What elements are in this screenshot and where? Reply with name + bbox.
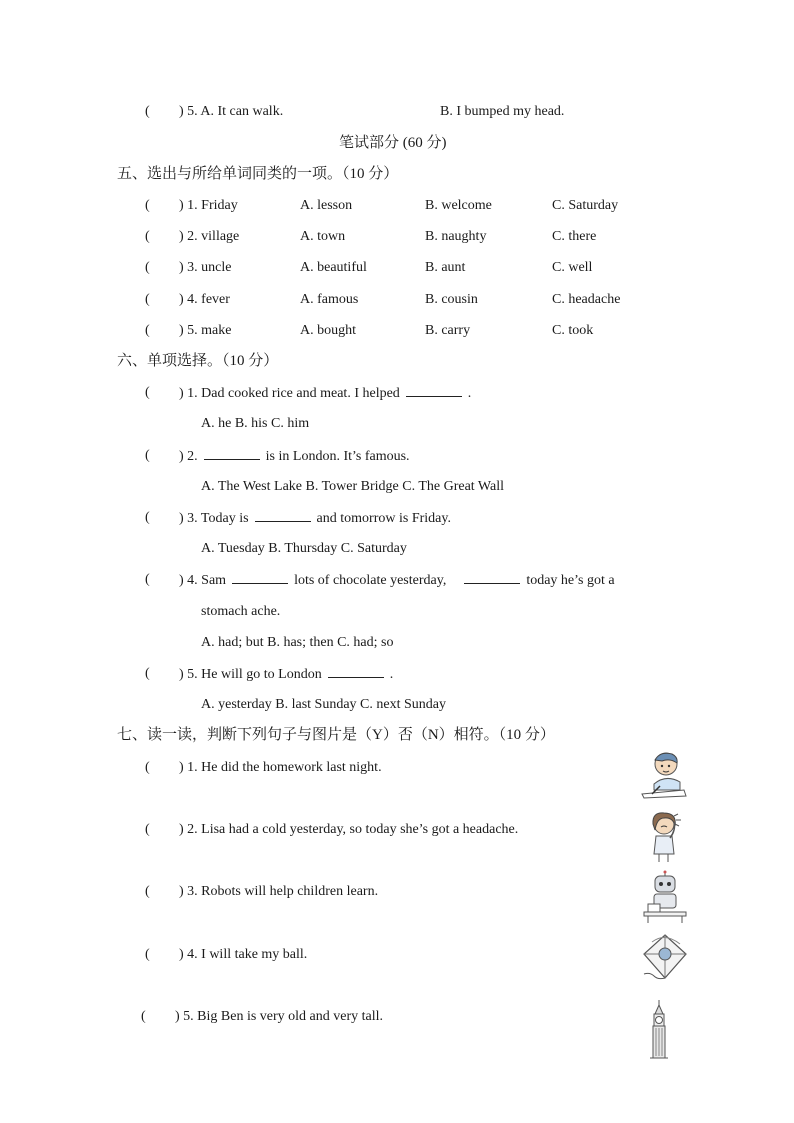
- paren-open: (: [145, 510, 150, 525]
- fill-blank[interactable]: [406, 384, 462, 397]
- section5-heading: 五、选出与所给单词同类的一项。（10 分）: [117, 166, 399, 182]
- option-b: B. aunt: [425, 260, 466, 275]
- question-continuation: stomach ache.: [201, 604, 281, 619]
- section7-heading: 七、读一读，判断下列句子与图片是（Y）否（N）相符。（10 分）: [117, 727, 555, 743]
- girl-with-headache-icon: [646, 810, 690, 864]
- fill-blank[interactable]: [232, 571, 288, 584]
- question-text: [179, 665, 393, 684]
- paren-open: (: [145, 260, 150, 275]
- question-text: ) 3. Robots will help children learn.: [179, 884, 379, 899]
- fill-blank[interactable]: [204, 447, 260, 460]
- question-text: ) 5. Big Ben is very old and very tall.: [175, 1009, 384, 1024]
- question-text: [179, 509, 451, 528]
- question-stem-middle: lots of chocolate yesterday,: [294, 573, 447, 588]
- paren-open: (: [145, 104, 150, 119]
- paren-open: (: [145, 323, 150, 338]
- question-options: A. he B. his C. him: [201, 416, 310, 431]
- top-item-text: ) 5. A. It can walk.: [179, 104, 284, 119]
- option-a: A. lesson: [300, 198, 353, 213]
- question-stem-end: and tomorrow is Friday.: [316, 511, 451, 526]
- question-options: A. The West Lake B. Tower Bridge C. The Great Wall: [201, 479, 505, 494]
- paren-open: (: [145, 884, 150, 899]
- question-options: A. Tuesday B. Thursday C. Saturday: [201, 541, 407, 556]
- paren-open: (: [145, 572, 150, 587]
- question-text: ) 1. He did the homework last night.: [179, 760, 382, 775]
- option-c: C. took: [552, 323, 594, 338]
- option-c: C. headache: [552, 292, 621, 307]
- option-a: A. famous: [300, 292, 359, 307]
- question-stem-end: .: [389, 667, 394, 682]
- option-b: B. carry: [425, 323, 471, 338]
- paren-open: (: [145, 385, 150, 400]
- paren-open: (: [145, 448, 150, 463]
- fill-blank[interactable]: [328, 665, 384, 678]
- question-text: [179, 384, 471, 403]
- question-text: ) 3. uncle: [179, 260, 232, 275]
- question-text: [179, 447, 410, 466]
- question-stem: ) 5. He will go to London: [179, 667, 322, 682]
- paren-open: (: [145, 760, 150, 775]
- option-b: B. cousin: [425, 292, 478, 307]
- question-stem-end: is in London. It’s famous.: [265, 449, 410, 464]
- paren-open: (: [145, 229, 150, 244]
- option-a: A. bought: [300, 323, 356, 338]
- paren-open: (: [145, 198, 150, 213]
- question-text: ) 4. I will take my ball.: [179, 947, 308, 962]
- section6-heading: 六、单项选择。（10 分）: [117, 353, 279, 369]
- question-text: ) 4. fever: [179, 292, 230, 307]
- paren-open: (: [145, 292, 150, 307]
- option-c: C. Saturday: [552, 198, 619, 213]
- paren-open: (: [141, 1009, 146, 1024]
- option-a: A. town: [300, 229, 346, 244]
- option-b: B. welcome: [425, 198, 492, 213]
- written-part-title: 笔试部分 (60 分): [339, 135, 447, 151]
- kite-icon: [640, 932, 690, 982]
- big-ben-tower-icon: [648, 1000, 670, 1060]
- question-stem-end: .: [467, 386, 472, 401]
- question-stem: ) 1. Dad cooked rice and meat. I helped: [179, 386, 400, 401]
- question-options: A. yesterday B. last Sunday C. next Sunday: [201, 697, 446, 712]
- question-options: A. had; but B. has; then C. had; so: [201, 635, 394, 650]
- option-c: C. well: [552, 260, 593, 275]
- question-stem: ) 3. Today is: [179, 511, 249, 526]
- question-text: ) 5. make: [179, 323, 232, 338]
- question-stem: ) 4. Sam: [179, 573, 227, 588]
- question-text: ) 1. Friday: [179, 198, 238, 213]
- option-b: B. naughty: [425, 229, 487, 244]
- option-c: C. there: [552, 229, 597, 244]
- paren-open: (: [145, 947, 150, 962]
- question-stem: ) 2.: [179, 449, 198, 464]
- question-text: [179, 571, 615, 590]
- question-text: ) 2. Lisa had a cold yesterday, so today she’s got a headache.: [179, 822, 519, 837]
- boy-writing-homework-icon: [640, 750, 688, 800]
- question-text: ) 2. village: [179, 229, 240, 244]
- robot-at-desk-icon: [642, 872, 688, 924]
- top-item-option-b: B. I bumped my head.: [440, 104, 565, 119]
- question-stem-end: today he’s got a: [526, 573, 615, 588]
- paren-open: (: [145, 822, 150, 837]
- fill-blank[interactable]: [464, 571, 520, 584]
- option-a: A. beautiful: [300, 260, 367, 275]
- paren-open: (: [145, 666, 150, 681]
- fill-blank[interactable]: [255, 509, 311, 522]
